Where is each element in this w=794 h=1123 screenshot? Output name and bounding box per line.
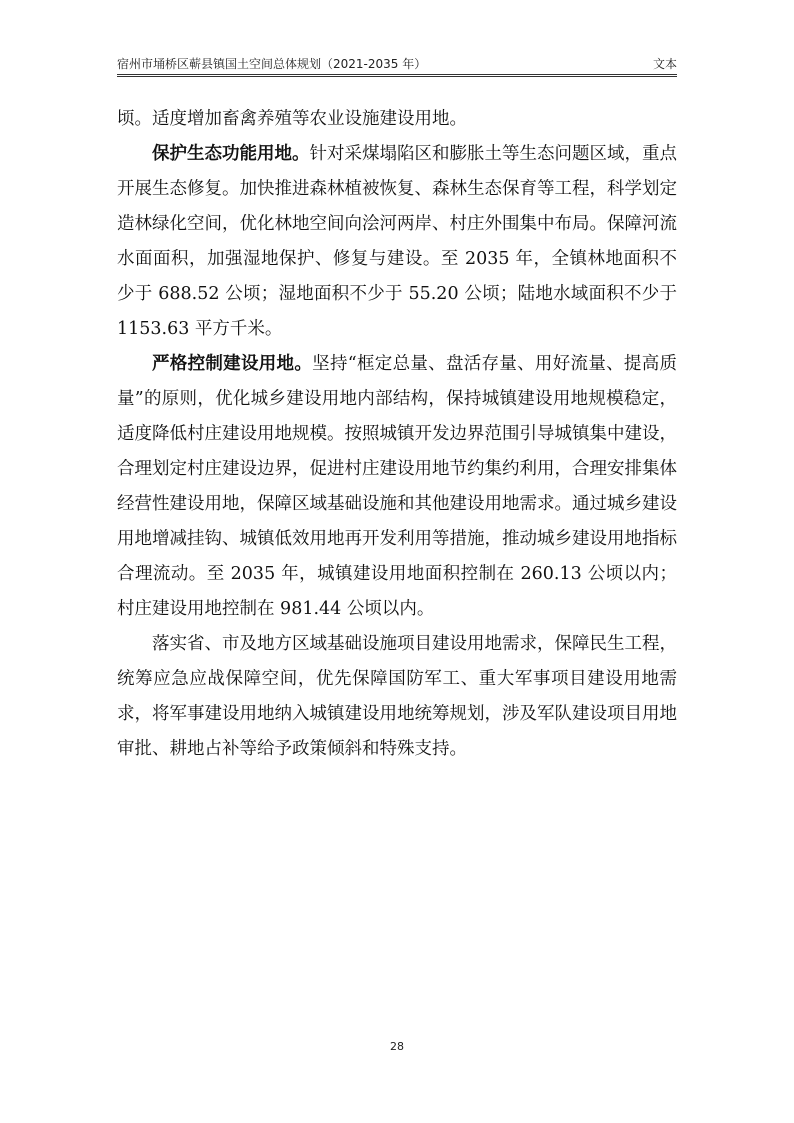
paragraph-ecological-land	[117, 137, 677, 347]
document-type-label: 文本	[652, 57, 677, 71]
page-number: 28	[390, 1040, 404, 1053]
paragraph-heading: 严格控制建设用地。	[152, 354, 313, 374]
paragraph-continuation	[117, 102, 677, 137]
paragraph-infrastructure-land	[117, 627, 677, 767]
paragraph-heading: 保护生态功能用地。	[152, 144, 310, 164]
document-title: 宿州市埇桥区蕲县镇国土空间总体规划（2021-2035 年）	[117, 57, 427, 71]
paragraph-text: 坚持“框定总量、盘活存量、用好流量、提高质量”的原则，优化城乡建设用地内部结构，保持城镇建设用地规模稳定，适度降低村庄建设用地规模。按照城镇开发边界范围引导城镇集中建设，合理划定村庄建设边界，促进村庄建设用地节约集约利用，合理安排集体经营性建设用地，保障区域基础设施和其他建设用地需求。通过城乡建设用地增减挂钩、城镇低效用地再开发利用等措施，推动城乡建设用地指标合理流动。至 2035 年，城镇建设用地面积控制在 260.13 公顷以内；村庄建设用地控制在 981.44 公顷以内。	[117, 354, 677, 619]
body-text	[117, 102, 677, 767]
paragraph-text: 针对采煤塌陷区和膨胀土等生态问题区域，重点开展生态修复。加快推进森林植被恢复、森林生态保育等工程，科学划定造林绿化空间，优化林地空间向浍河两岸、村庄外围集中布局。保障河流水面面积，加强湿地保护、修复与建设。至 2035 年，全镇林地面积不少于 688.52 公顷；湿地面积不少于 55.20 公顷；陆地水域面积不少于 1153.63 平方千米。	[117, 144, 677, 339]
header-divider	[117, 74, 677, 77]
paragraph-construction-land	[117, 347, 677, 627]
paragraph-text: 顷。适度增加畜禽养殖等农业设施建设用地。	[117, 109, 467, 129]
paragraph-text: 落实省、市及地方区域基础设施项目建设用地需求，保障民生工程，统筹应急应战保障空间，优先保障国防军工、重大军事项目建设用地需求，将军事建设用地纳入城镇建设用地统筹规划，涉及军队建设项目用地审批、耕地占补等给予政策倾斜和特殊支持。	[117, 634, 677, 759]
